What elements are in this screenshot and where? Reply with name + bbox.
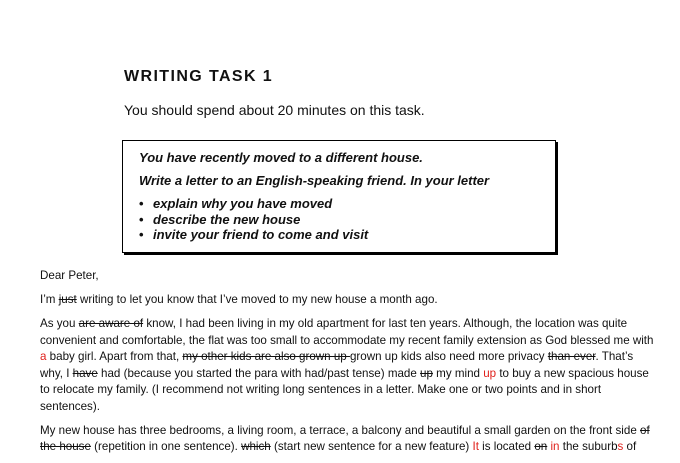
bullet-icon: • [139, 227, 144, 242]
deleted-text: than ever [547, 350, 596, 363]
correction-text: It [472, 440, 479, 453]
prompt-line: You have recently moved to a different house. [139, 150, 423, 165]
bullet-icon: • [139, 196, 144, 211]
deleted-text: my other kids are also grown up [182, 350, 350, 363]
deleted-text: just [58, 293, 77, 306]
deleted-text: the house [40, 440, 91, 453]
prompt-bullet: • explain why you have moved [139, 196, 333, 211]
deleted-text: on [534, 440, 548, 453]
letter-body [40, 268, 654, 463]
deleted-text: of [640, 423, 650, 437]
letter-paragraph: My new house has three bedrooms, a living room, a terrace, a balcony and beautiful a small garden on the front side of the house (repetition in one sentence). which (start new sentence for a new feature) It is located on in the suburbs of [40, 423, 650, 453]
prompt-bullet-list [139, 196, 368, 243]
task-prompt-box [122, 140, 556, 253]
prompt-line: Write a letter to an English-speaking friend. In your letter [139, 173, 490, 188]
prompt-bullet: • describe the new house [139, 211, 301, 227]
letter-paragraph: As you are aware of know, I had been living in my old apartment for last ten years. Although, the location was quite convenient and comfortable, the flat was too small to accommodate my recent family extension as God blessed me with a baby girl. Apart from that, my other kids are also grown up grown up kids also need more privacy than ever. That’s why, I have had (because you started the para with had/past tense) made up my mind up to buy a new spacious house to relocate my family. (I recommend not writing long sentences in a letter. Make one or two points and in short sentences). [40, 317, 654, 413]
correction-text: a [40, 350, 47, 363]
deleted-text: up [420, 366, 433, 380]
deleted-text: are aware of [78, 317, 144, 330]
task-title: WRITING TASK 1 [124, 68, 274, 85]
deleted-text: which [241, 440, 271, 453]
task-instruction: You should spend about 20 minutes on this task. [124, 102, 425, 118]
letter-paragraph: I’m just writing to let you know that I’ve moved to my new house a month ago. [40, 293, 438, 306]
bullet-icon: • [139, 211, 144, 227]
prompt-bullet: • invite your friend to come and visit [139, 227, 369, 242]
correction-text: up [483, 366, 497, 380]
correction-text: in [550, 440, 560, 453]
letter-greeting: Dear Peter, [40, 269, 99, 282]
deleted-text: have [72, 366, 98, 380]
correction-text: s [617, 440, 624, 453]
